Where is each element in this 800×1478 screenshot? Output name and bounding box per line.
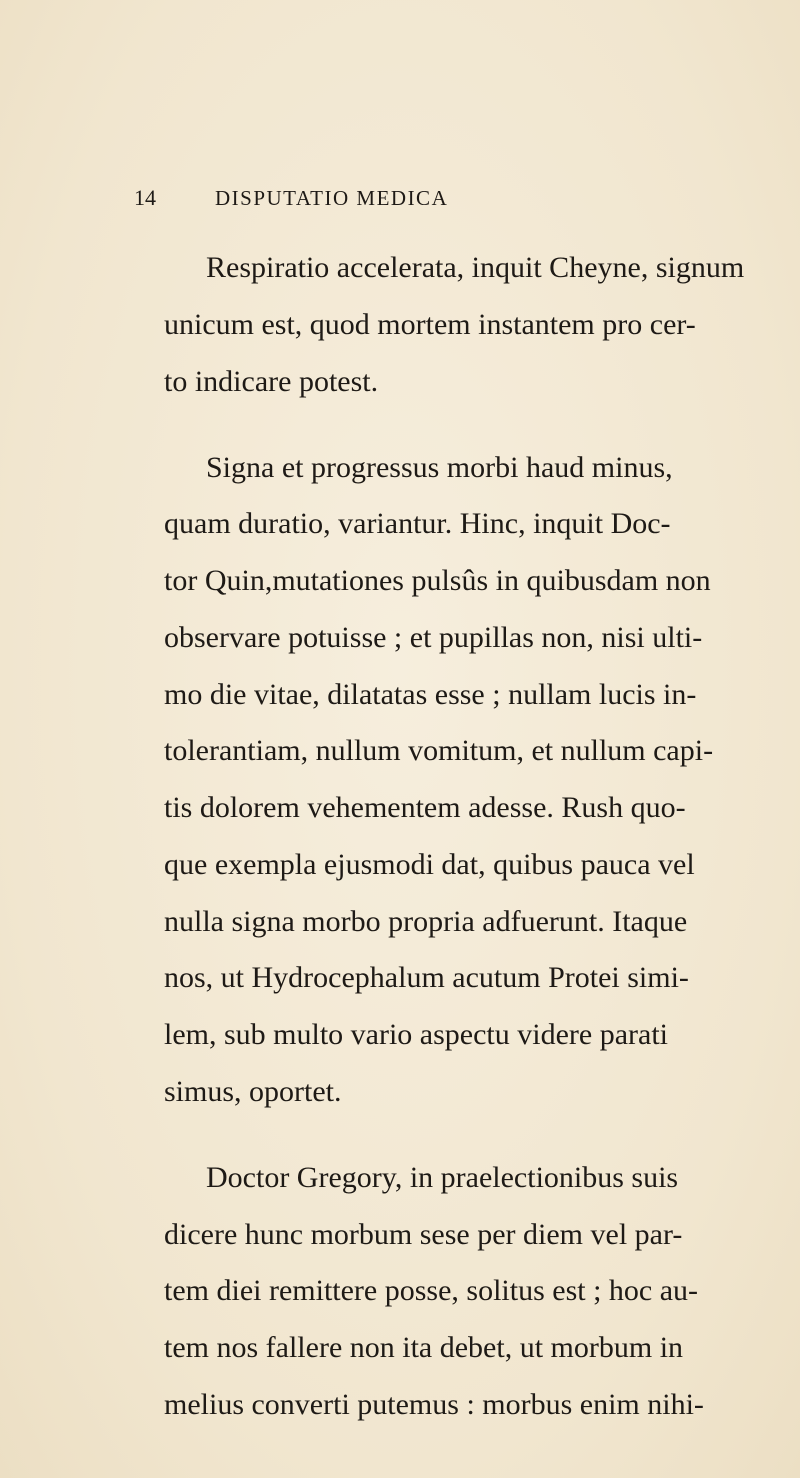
text-line: tem diei remittere posse, solitus est ; hoc au- [164,1274,699,1307]
text-line: simus, oportet. [164,1075,342,1108]
text-line: tor Quin,mutationes pulsûs in quibusdam non [164,564,711,597]
text-line: Signa et progressus morbi haud minus, [206,451,673,484]
text-line: quam duratio, variantur. Hinc, inquit Doc- [164,507,671,540]
running-title: DISPUTATIO MEDICA [215,186,449,210]
text-line: tem nos fallere non ita debet, ut morbum in [164,1331,684,1364]
text-line: unicum est, quod mortem instantem pro cer- [164,308,696,341]
text-line: dicere hunc morbum sese per diem vel par- [164,1218,683,1251]
text-line: observare potuisse ; et pupillas non, nisi ulti- [164,621,703,654]
text-line: nulla signa morbo propria adfuerunt. Itaque [164,905,688,938]
text-line: tis dolorem vehementem adesse. Rush quo- [164,791,686,824]
text-line: melius converti putemus : morbus enim nihi- [164,1388,704,1421]
text-line: Respiratio accelerata, inquit Cheyne, signum [206,251,745,284]
text-line: lem, sub multo vario aspectu videre parati [164,1018,669,1051]
text-line: tolerantiam, nullum vomitum, et nullum capi- [164,734,714,767]
text-line: mo die vitae, dilatatas esse ; nullam lucis in- [164,678,697,711]
page-number: 14 [134,185,156,210]
text-line: to indicare potest. [164,365,379,398]
text-line: nos, ut Hydrocephalum acutum Protei simi- [164,961,689,994]
page-header [0,178,800,218]
text-line: Doctor Gregory, in praelectionibus suis [206,1161,679,1194]
text-line: que exempla ejusmodi dat, quibus pauca vel [164,848,695,881]
